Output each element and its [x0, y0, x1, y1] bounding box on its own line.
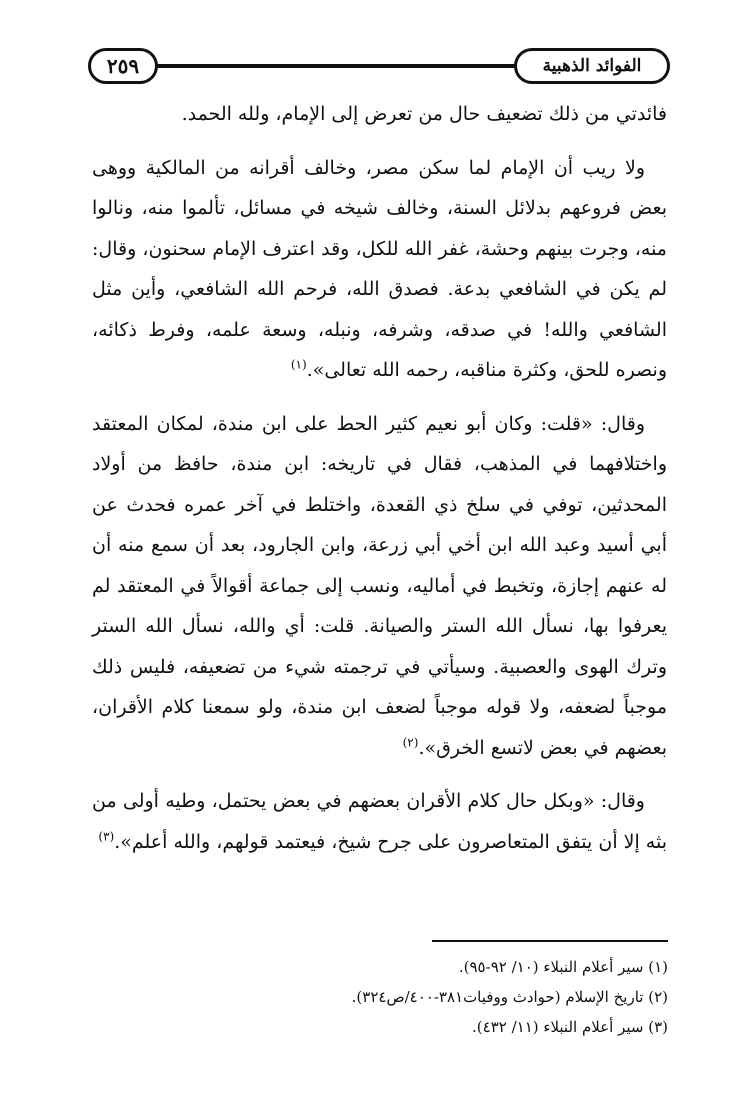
footnotes: [168, 952, 668, 1042]
page-header: [88, 44, 670, 84]
main-text: [92, 94, 667, 875]
paragraph-4: [92, 781, 667, 862]
paragraph-3: [92, 404, 667, 769]
paragraph-text: وقال: «وبكل حال كلام الأقران بعضهم في بعض يحتمل، وطيه أولى من بثه إلا أن يتفق المتعاصرون على جرح شيخ، فيعتمد قولهم، والله أعلم».: [92, 790, 667, 853]
paragraph-text: وقال: «قلت: وكان أبو نعيم كثير الحط على ابن مندة، لمكان المعتقد واختلافهما في المذهب، فقال في تاريخه: ابن مندة، حافظ من أولاد المحدثين، توفي في سلخ ذي القعدة، واختلط في آخر عمره فحدث عن أبي أسيد وعبد الله ابن أخي أبي زرعة، وابن الجارود، بعد أن سمع منه أن له عنهم إجازة، وتخبط في أماليه، ونسب إلى جماعة أقوالاً في المعتقد لم يعرفوا بها، نسأل الله الستر والصيانة. قلت: أي والله، نسأل الله الستر وترك الهوى والعصبية. وسيأتي في ترجمته شيء من تضعيفه، فليس ذلك موجباً لضعفه، ولا قوله موجباً لضعف ابن مندة، ولو سمعنا كلام الأقران، بعضهم في بعض لاتسع الخرق».: [92, 412, 667, 759]
footnote-2: (٢) تاريخ الإسلام (حوادث ووفيات٣٨١-٤٠٠/ص٣٢٤).: [351, 988, 668, 1006]
footnote-3: (٣) سير أعلام النبلاء (١١/ ٤٣٢).: [472, 1018, 668, 1036]
footnote-ref: (١): [290, 357, 307, 372]
book-title-badge: [514, 48, 670, 84]
footnote-divider: [432, 940, 668, 942]
footnote-1: (١) سير أعلام النبلاء (١٠/ ٩٢-٩٥).: [458, 958, 668, 976]
paragraph-2: [92, 148, 667, 391]
page-number: ٢٥٩: [106, 54, 140, 78]
book-title: الفوائد الذهبية: [542, 56, 642, 76]
paragraph-text: فائدتي من ذلك تضعيف حال من تعرض إلى الإمام، ولله الحمد.: [181, 103, 667, 125]
footnote-ref: (٢): [402, 735, 419, 750]
header-divider: [118, 64, 535, 68]
paragraph-text: ولا ريب أن الإمام لما سكن مصر، وخالف أقرانه من المالكية ووهى بعض فروعهم بدلائل السنة، وخالف شيخه في مسائل، تألموا منه، ونالوا منه، وجرت بينهم وحشة، غفر الله للكل، وقد اعترف الإمام سحنون، وقال: لم يكن في الشافعي بدعة. فصدق الله، فرحم الله الشافعي، وأين مثل الشافعي والله! في صدقه، وشرفه، ونبله، وسعة علمه، وفرط ذكائه، ونصره للحق، وكثرة مناقبه، رحمه الله تعالى».: [92, 156, 667, 381]
footnote-ref: (٣): [98, 829, 115, 844]
paragraph-1: [92, 94, 667, 135]
page-number-badge: [88, 48, 158, 84]
